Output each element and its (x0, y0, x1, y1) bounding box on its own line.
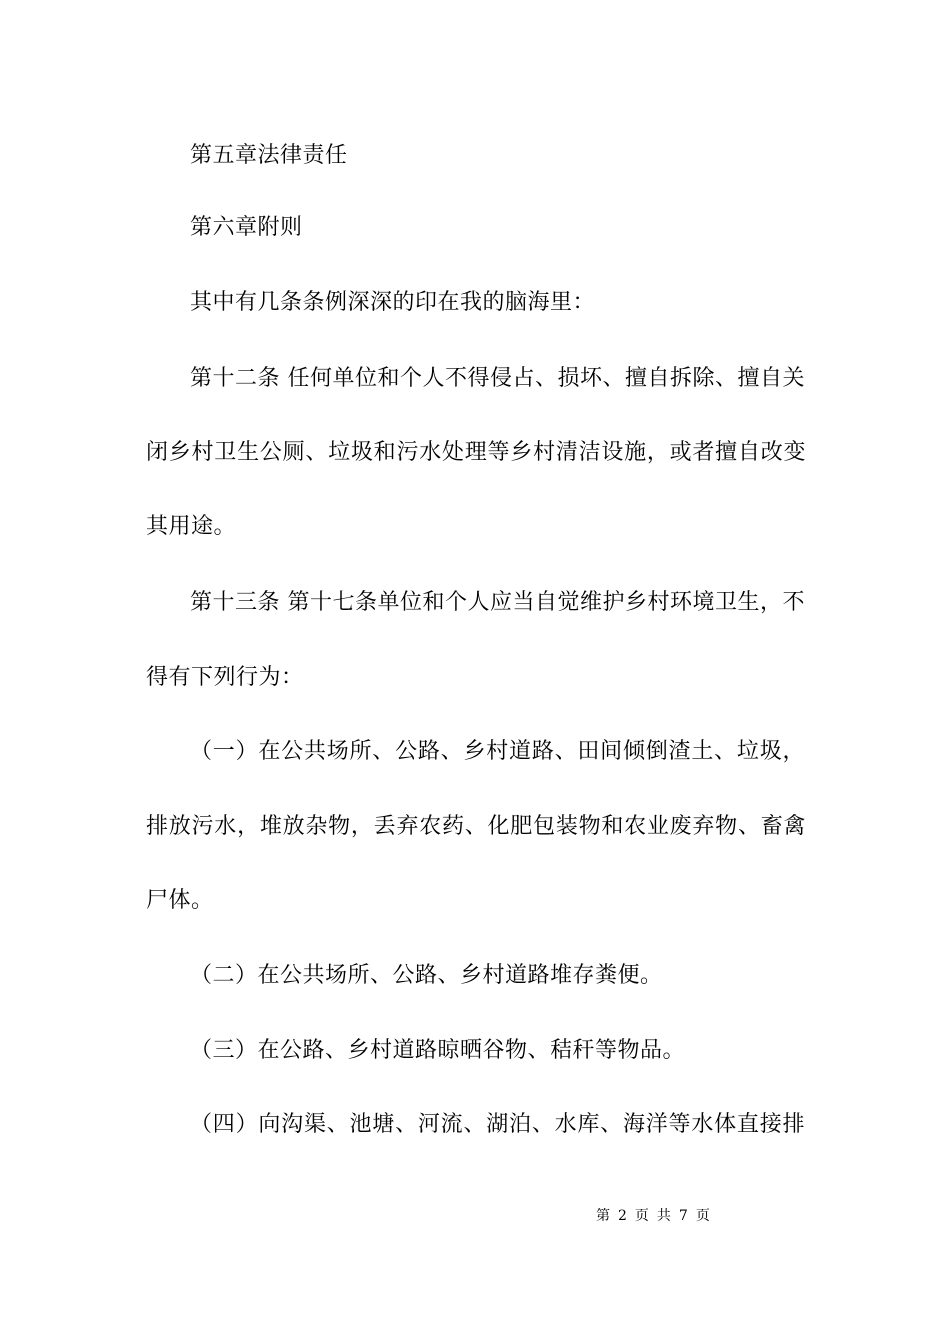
chapter-six-heading: 第六章附则 (190, 215, 303, 240)
item-1-line-3: 尸体。 (146, 888, 214, 913)
footer-total-pages: 7 (678, 1208, 688, 1224)
item-2: （二）在公共场所、公路、乡村道路堆存粪便。 (190, 963, 663, 988)
page-footer (592, 1207, 714, 1225)
footer-prefix: 第 (596, 1208, 610, 1224)
intro-paragraph: 其中有几条条例深深的印在我的脑海里： (190, 290, 596, 315)
article-13-line-2: 得有下列行为： (146, 665, 304, 690)
article-12-line-3: 其用途。 (146, 514, 237, 539)
item-1-line-2: 排放污水，堆放杂物，丢弃农药、化肥包装物和农业废弃物、畜禽 (146, 814, 806, 839)
item-1-line-1: （一）在公共场所、公路、乡村道路、田间倾倒渣土、垃圾， (190, 739, 805, 764)
article-13-line-1: 第十三条 第十七条单位和个人应当自觉维护乡村环境卫生，不 (190, 590, 805, 615)
footer-page-word: 页 (634, 1208, 649, 1224)
chapter-five-heading: 第五章法律责任 (190, 143, 348, 168)
footer-total-word: 共 (656, 1208, 671, 1224)
article-12-line-2: 闭乡村卫生公厕、垃圾和污水处理等乡村清洁设施，或者擅自改变 (146, 440, 806, 465)
item-4-line-1: （四）向沟渠、池塘、河流、湖泊、水库、海洋等水体直接排 (190, 1112, 805, 1137)
footer-suffix: 页 (695, 1208, 710, 1224)
item-3: （三）在公路、乡村道路晾晒谷物、秸秆等物品。 (190, 1038, 686, 1063)
footer-current-page: 2 (618, 1208, 627, 1224)
article-12-line-1: 第十二条 任何单位和个人不得侵占、损坏、擅自拆除、擅自关 (190, 366, 805, 391)
